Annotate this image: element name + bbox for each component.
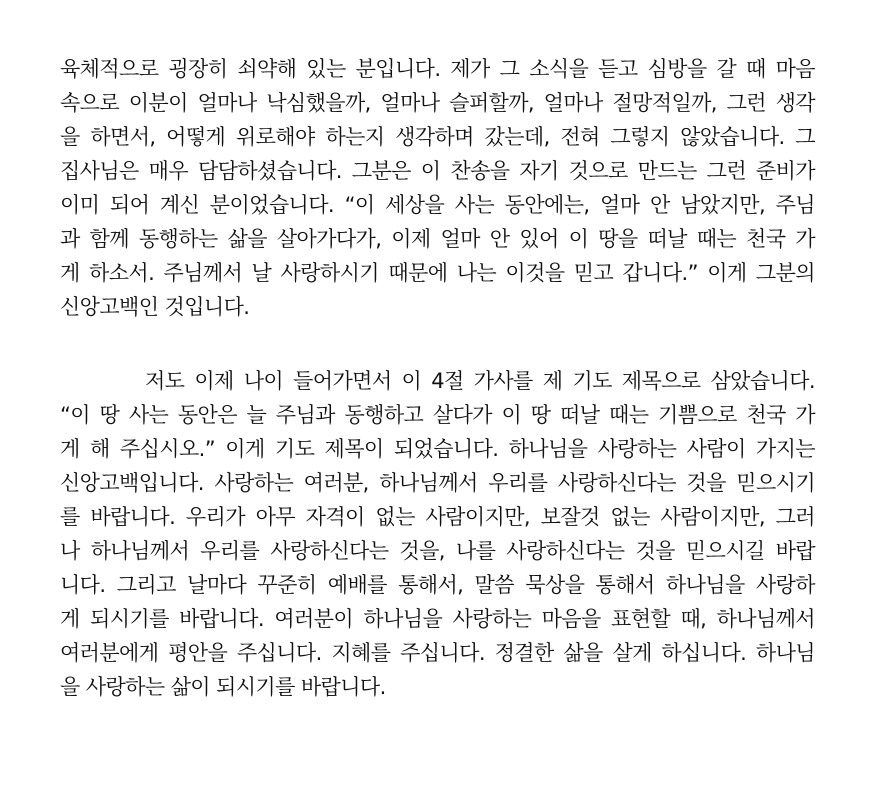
text-line: 집사님은 매우 담담하셨습니다. 그분은 이 찬송을 자기 것으로 만드는 그런 준비가 — [60, 159, 815, 183]
text-line: 을 사랑하는 삶이 되시기를 바랍니다. — [60, 675, 386, 699]
paragraph-2 — [60, 364, 815, 704]
text-line: 육체적으로 굉장히 쇠약해 있는 분입니다. 제가 그 소식을 듣고 심방을 갈 때 마음 — [60, 57, 815, 81]
paragraph-spacer — [60, 324, 815, 364]
text-line: 여러분에게 평안을 주십니다. 지혜를 주십니다. 정결한 삶을 살게 하십니다. 하나님 — [60, 641, 815, 665]
text-line: 게 해 주십시오.” 이게 기도 제목이 되었습니다. 하나님을 사랑하는 사람이 가지는 — [60, 437, 815, 461]
text-line: 나 하나님께서 우리를 사랑하신다는 것을, 나를 사랑하신다는 것을 믿으시길 바랍 — [60, 539, 815, 563]
text-line: 신앙고백인 것입니다. — [60, 295, 250, 319]
text-line: 이미 되어 계신 분이었습니다. “이 세상을 사는 동안에는, 얼마 안 남았지만, 주님 — [60, 193, 815, 217]
text-line: 과 함께 동행하는 삶을 살아가다가, 이제 얼마 안 있어 이 땅을 떠날 때는 천국 가 — [60, 227, 815, 251]
text-line: 게 하소서. 주님께서 날 사랑하시기 때문에 나는 이것을 믿고 갑니다.” 이게 그분의 — [60, 261, 815, 285]
text-line: 신앙고백입니다. 사랑하는 여러분, 하나님께서 우리를 사랑하신다는 것을 믿으시기 — [60, 471, 815, 495]
text-line: 게 되시기를 바랍니다. 여러분이 하나님을 사랑하는 마음을 표현할 때, 하나님께서 — [60, 607, 815, 631]
text-line: “이 땅 사는 동안은 늘 주님과 동행하고 살다가 이 땅 떠날 때는 기쁨으로 천국 가 — [60, 403, 815, 427]
text-line: 를 바랍니다. 우리가 아무 자격이 없는 사람이지만, 보잘것 없는 사람이지만, 그러 — [60, 505, 815, 529]
document-page — [60, 52, 815, 704]
text-line: 을 하면서, 어떻게 위로해야 하는지 생각하며 갔는데, 전혀 그렇지 않았습니다. 그 — [60, 125, 815, 149]
text-line: 속으로 이분이 얼마나 낙심했을까, 얼마나 슬퍼할까, 얼마나 절망적일까, 그런 생각 — [60, 91, 815, 115]
text-line: 니다. 그리고 날마다 꾸준히 예배를 통해서, 말씀 묵상을 통해서 하나님을 사랑하 — [60, 573, 815, 597]
paragraph-1 — [60, 52, 815, 324]
text-line: 저도 이제 나이 들어가면서 이 4절 가사를 제 기도 제목으로 삼았습니다. — [145, 369, 815, 393]
